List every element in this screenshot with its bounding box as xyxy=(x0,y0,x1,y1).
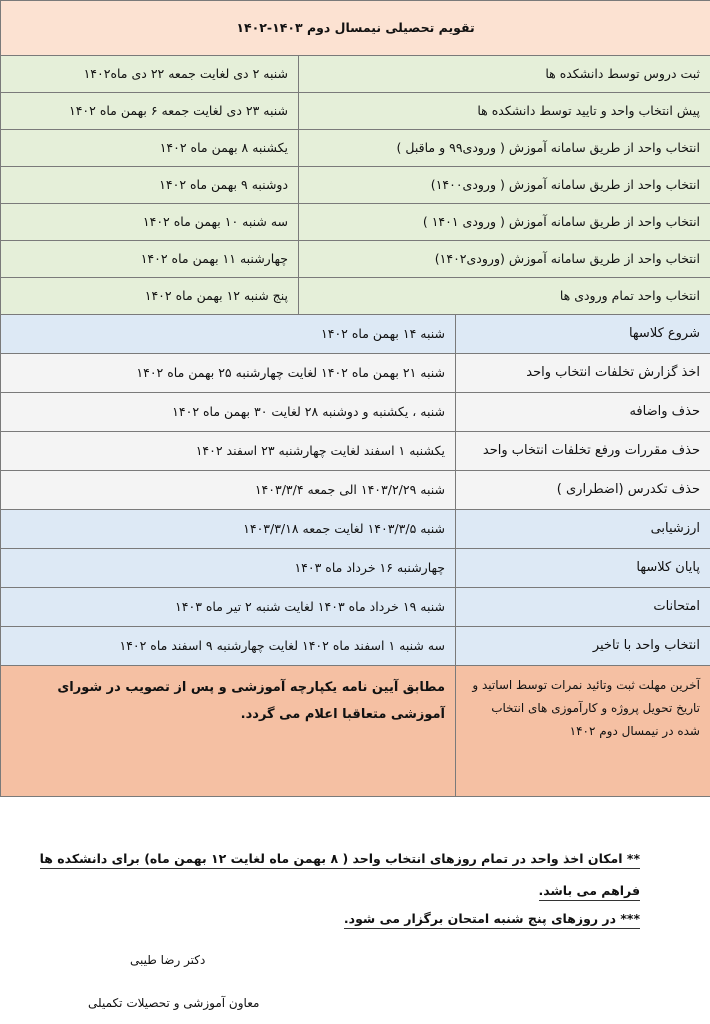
schedule-row-6-value: چهارشنبه ۱۱ بهمن ماه ۱۴۰۲ xyxy=(1,241,299,278)
footnote-2 xyxy=(344,910,640,928)
schedule-row-1-value: شنبه ۲ دی لغایت جمعه ۲۲ دی ماه۱۴۰۲ xyxy=(1,56,299,93)
event-row-9 xyxy=(1,627,710,666)
footnote-1-continued xyxy=(539,882,640,900)
event-row-7 xyxy=(1,549,710,588)
event-row-4-label: حذف مقررات ورفع تخلفات انتخاب واحد xyxy=(456,432,710,471)
schedule-row-4-value: دوشنبه ۹ بهمن ماه ۱۴۰۲ xyxy=(1,167,299,204)
event-row-6 xyxy=(1,510,710,549)
schedule-row-4-label: انتخاب واحد از طریق سامانه آموزش ( ورودی۱۴۰۰) xyxy=(299,167,710,204)
event-row-2 xyxy=(1,354,710,393)
schedule-row-7 xyxy=(1,278,710,315)
event-row-8-label: امتحانات xyxy=(456,588,710,627)
event-row-1-value: شنبه ۱۴ بهمن ماه ۱۴۰۲ xyxy=(1,315,456,354)
event-row-5-label: حذف تکدرس (اضطراری ) xyxy=(456,471,710,510)
schedule-row-5-value: سه شنبه ۱۰ بهمن ماه ۱۴۰۲ xyxy=(1,204,299,241)
schedule-row-7-value: پنج شنبه ۱۲ بهمن ماه ۱۴۰۲ xyxy=(1,278,299,315)
grade-deadline-value: مطابق آیین نامه یکپارچه آموزشی و پس از تصویب در شورای آموزشی متعاقبا اعلام می گردد. xyxy=(1,666,456,797)
footnote-1-line-1: ** امکان اخذ واحد در تمام روزهای انتخاب واحد ( ۸ بهمن ماه لغایت ۱۲ بهمن ماه) برای دانشکده ها xyxy=(40,851,640,869)
event-row-9-label: انتخاب واحد با تاخیر xyxy=(456,627,710,666)
event-row-3-label: حذف واضافه xyxy=(456,393,710,432)
event-row-3 xyxy=(1,393,710,432)
signature-position: معاون آموزشی و تحصیلات تکمیلی xyxy=(88,996,260,1010)
grade-deadline-row xyxy=(1,666,710,797)
event-row-4-value: یکشنبه ۱ اسفند لغایت چهارشنبه ۲۳ اسفند ۱۴۰۲ xyxy=(1,432,456,471)
event-row-1 xyxy=(1,315,710,354)
schedule-row-3-label: انتخاب واحد از طریق سامانه آموزش ( ورودی۹۹ و ماقبل ) xyxy=(299,130,710,167)
event-row-6-label: ارزشیابی xyxy=(456,510,710,549)
event-row-6-value: شنبه ۱۴۰۳/۳/۵ لغایت جمعه ۱۴۰۳/۳/۱۸ xyxy=(1,510,456,549)
event-row-3-value: شنبه ، یکشنبه و دوشنبه ۲۸ لغایت ۳۰ بهمن ماه ۱۴۰۲ xyxy=(1,393,456,432)
event-row-8-value: شنبه ۱۹ خرداد ماه ۱۴۰۳ لغایت شنبه ۲ تیر ماه ۱۴۰۳ xyxy=(1,588,456,627)
schedule-row-5 xyxy=(1,204,710,241)
event-row-2-value: شنبه ۲۱ بهمن ماه ۱۴۰۲ لغایت چهارشنبه ۲۵ بهمن ماه ۱۴۰۲ xyxy=(1,354,456,393)
schedule-row-6 xyxy=(1,241,710,278)
event-row-7-label: پایان کلاسها xyxy=(456,549,710,588)
footnote-2-text: *** در روزهای پنج شنبه امتحان برگزار می شود. xyxy=(344,911,640,929)
schedule-row-5-label: انتخاب واحد از طریق سامانه آموزش ( ورودی ۱۴۰۱ ) xyxy=(299,204,710,241)
title-row xyxy=(1,1,710,56)
event-row-7-value: چهارشنبه ۱۶ خرداد ماه ۱۴۰۳ xyxy=(1,549,456,588)
schedule-row-2-value: شنبه ۲۳ دی لغایت جمعه ۶ بهمن ماه ۱۴۰۲ xyxy=(1,93,299,130)
event-row-8 xyxy=(1,588,710,627)
schedule-row-4 xyxy=(1,167,710,204)
signature-name: دکتر رضا طیبی xyxy=(130,953,206,967)
footnote-1-line-2: فراهم می باشد. xyxy=(539,883,640,901)
event-row-1-label: شروع کلاسها xyxy=(456,315,710,354)
event-row-9-value: سه شنبه ۱ اسفند ماه ۱۴۰۲ لغایت چهارشنبه ۹ اسفند ماه ۱۴۰۲ xyxy=(1,627,456,666)
schedule-row-2 xyxy=(1,93,710,130)
schedule-row-3-value: یکشنبه ۸ بهمن ماه ۱۴۰۲ xyxy=(1,130,299,167)
enrollment-schedule-table xyxy=(0,0,710,315)
event-row-5 xyxy=(1,471,710,510)
schedule-row-6-label: انتخاب واحد از طریق سامانه آموزش (ورودی۱۴۰۲) xyxy=(299,241,710,278)
grade-deadline-label: آخرین مهلت ثبت وتائید نمرات توسط اساتید و تاریخ تحویل پروژه و کارآموزی های انتخاب شده در نیمسال دوم ۱۴۰۲ xyxy=(456,666,710,797)
schedule-row-3 xyxy=(1,130,710,167)
schedule-row-1 xyxy=(1,56,710,93)
event-row-2-label: اخذ گزارش تخلفات انتخاب واحد xyxy=(456,354,710,393)
event-row-5-value: شنبه ۱۴۰۳/۲/۲۹ الی جمعه ۱۴۰۳/۳/۴ xyxy=(1,471,456,510)
schedule-row-7-label: انتخاب واحد تمام ورودی ها xyxy=(299,278,710,315)
event-row-4 xyxy=(1,432,710,471)
schedule-row-1-label: ثبت دروس توسط دانشکده ها xyxy=(299,56,710,93)
semester-events-table xyxy=(0,314,710,797)
schedule-row-2-label: پیش انتخاب واحد و تایید توسط دانشکده ها xyxy=(299,93,710,130)
page-title: تقویم تحصیلی نیمسال دوم ۱۴۰۳-۱۴۰۲ xyxy=(1,1,710,56)
footnote-1 xyxy=(40,850,640,868)
